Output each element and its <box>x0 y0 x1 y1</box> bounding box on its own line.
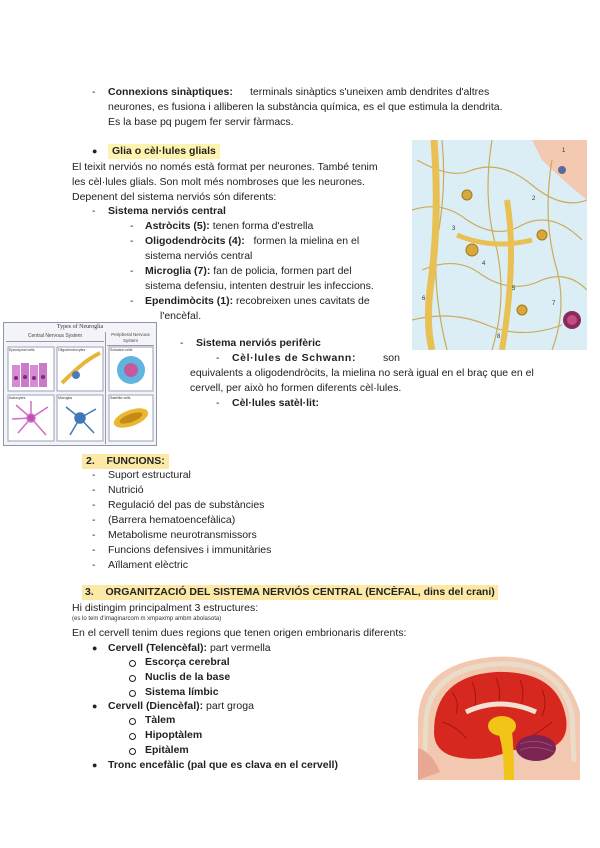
schwann-text-2: equivalents a oligodendròcits, la mielina no serà igual en el braç que en el <box>190 367 534 379</box>
list-dash: - <box>216 352 220 364</box>
circle-bullet <box>129 675 136 682</box>
list-dash: - <box>92 469 96 481</box>
glial-tissue-figure <box>412 140 587 350</box>
list-dash: - <box>216 397 220 409</box>
oligodendrocits-item: Oligodendròcits (4): formen la mielina en el <box>145 235 360 247</box>
funcio-item: Regulació del pas de substàncies <box>108 499 265 511</box>
tissue-label: 1 <box>562 148 566 154</box>
brain-illustration <box>412 652 584 780</box>
sinaptiques-text-2: neurones, es fusiona i alliberen la substància química, es el que estimula la dendrita. <box>108 101 503 113</box>
list-dash: - <box>180 337 184 349</box>
circle-bullet <box>129 733 136 740</box>
bullet-dot: ● <box>92 760 98 770</box>
list-dash: - <box>92 484 96 496</box>
funcio-item: Nutrició <box>108 484 144 496</box>
list-dash: - <box>130 220 134 232</box>
list-dash: - <box>92 514 96 526</box>
sn-periferic-label: Sistema nerviós perifèric <box>196 337 321 349</box>
diencefal-item: Cervell (Diencèfal): part groga <box>108 700 254 712</box>
telencefal-sub-item: Sistema límbic <box>145 686 219 698</box>
tissue-label: 8 <box>497 334 501 340</box>
glia-intro-3: Depenent del sistema nerviós són diferents: <box>72 191 277 203</box>
organitzacio-heading: 3. ORGANITZACIÓ DEL SISTEMA NERVIÓS CENTRAL (ENCÈFAL, dins del crani) <box>82 585 498 600</box>
organitzacio-line-1: Hi distingim principalment 3 estructures: <box>72 602 259 614</box>
list-dash: - <box>92 559 96 571</box>
organitzacio-small-note: (es lo tem d'imaginarcom m xmpaxmp ambm abolasota) <box>72 616 222 622</box>
brain-sagittal-figure <box>412 652 584 780</box>
neuroglia-col-pns: Peripheral Nervous System <box>107 332 154 346</box>
list-dash: - <box>92 544 96 556</box>
tissue-label: 7 <box>552 301 556 307</box>
schwann-cell-icon <box>117 356 145 384</box>
microglia-text-2: sistema defensiu, intenten destruir les infeccions. <box>145 280 374 292</box>
neuroglia-cell-label: Satellite cells <box>110 396 131 400</box>
funcio-item: Funcions defensives i immunitàries <box>108 544 272 556</box>
astrocits-item: Astròcits (5): tenen forma d'estrella <box>145 220 314 232</box>
neuroglia-figure <box>3 322 157 446</box>
neuroglia-title: Types of Neuroglia <box>56 324 104 330</box>
neuroglia-cell-label: Microglia <box>58 396 73 400</box>
circle-bullet <box>129 718 136 725</box>
list-dash: - <box>130 235 134 247</box>
tissue-label: 4 <box>482 261 486 267</box>
list-dash: - <box>92 86 96 98</box>
list-dash: - <box>130 295 134 307</box>
tronc-item: Tronc encefàlic (pal que es clava en el cervell) <box>108 759 338 771</box>
neuroglia-cells-illustration <box>4 323 156 445</box>
glia-heading: Glia o cèl·lules glials <box>108 144 220 159</box>
funcio-item: Aïllament elèctric <box>108 559 188 571</box>
diencefal-sub-item: Tàlem <box>145 714 176 726</box>
schwann-text-3: cervell, per això ho formen diferents cèl·lules. <box>190 382 402 394</box>
ependimocits-text-2: l'encèfal. <box>160 310 202 322</box>
list-dash: - <box>92 499 96 511</box>
telencefal-sub-item: Escorça cerebral <box>145 656 230 668</box>
tissue-label: 6 <box>422 296 426 302</box>
glia-intro-2: les cèl·lules glials. Son molt més nombroses que les neurones. <box>72 176 365 188</box>
schwann-label: Cèl·lules de Schwann: <box>232 352 357 364</box>
list-dash: - <box>130 265 134 277</box>
diencefal-sub-item: Hipoptàlem <box>145 729 203 741</box>
bullet-dot: ● <box>92 643 98 653</box>
oligodendrocits-text-2: sistema nerviós central <box>145 250 253 262</box>
neuroglia-cell-label: Schwann cells <box>110 348 133 352</box>
sinaptiques-text-1: terminals sinàptics s'uneixen amb dendrites d'altres <box>250 86 490 98</box>
diencefal-sub-item: Epitàlem <box>145 744 189 756</box>
funcio-item: Suport estructural <box>108 469 191 481</box>
tissue-label: 2 <box>532 196 536 202</box>
funcio-item: Metabolisme neurotransmissors <box>108 529 257 541</box>
glia-intro-1: El teixit nerviós no només està format per neurones. També tenim <box>72 161 378 173</box>
sn-central-label: Sistema nerviós central <box>108 205 226 217</box>
telencefal-item: Cervell (Telencèfal): part vermella <box>108 642 271 654</box>
tissue-label: 5 <box>512 286 516 292</box>
satelit-label: Cèl·lules satèl·lit: <box>232 397 319 409</box>
neuroglia-cell-label: Astrocytes <box>9 396 26 400</box>
circle-bullet <box>129 748 136 755</box>
list-dash: - <box>92 205 96 217</box>
neuroglia-col-cns: Central Nervous System <box>6 332 104 342</box>
sinaptiques-text-3: Es la base pq pugem fer servir fàrmacs. <box>108 116 294 128</box>
bullet-dot: ● <box>92 701 98 711</box>
neuroglia-cell-label: Ependymal cells <box>9 348 35 352</box>
funcio-item: (Barrera hematoencefàlica) <box>108 514 236 526</box>
list-dash: - <box>92 529 96 541</box>
ependimocits-item: Ependimòcits (1): recobreixen unes cavitats de <box>145 295 370 307</box>
circle-bullet <box>129 690 136 697</box>
microglia-item: Microglia (7): fan de policia, formen part del <box>145 265 352 277</box>
bullet-dot: ● <box>92 146 98 156</box>
organitzacio-line-2: En el cervell tenim dues regions que tenen origen embrionaris diferents: <box>72 627 407 639</box>
funcions-heading: 2. FUNCIONS: <box>82 454 169 469</box>
circle-bullet <box>129 660 136 667</box>
telencefal-sub-item: Nuclis de la base <box>145 671 231 683</box>
tissue-label: 3 <box>452 226 456 232</box>
glial-tissue-illustration <box>412 140 587 350</box>
schwann-text-1: son <box>383 352 400 364</box>
neuroglia-cell-label: Oligodendrocytes <box>58 348 86 352</box>
sinaptiques-label: Connexions sinàptiques: <box>108 86 233 98</box>
